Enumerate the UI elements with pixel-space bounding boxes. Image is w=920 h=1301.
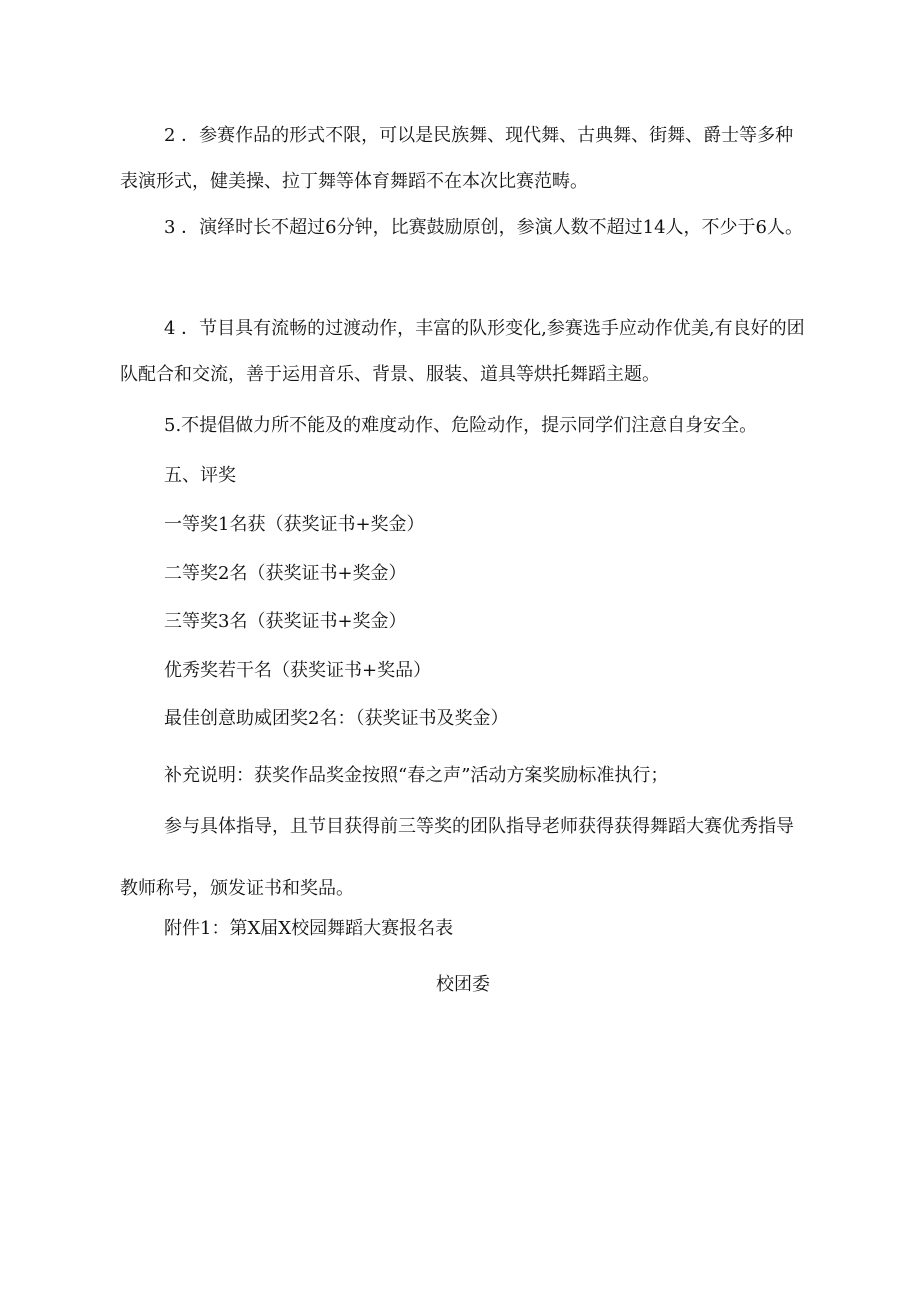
awards-heading: 五、评奖 — [164, 465, 236, 486]
signature-issuer: 校团委 — [436, 974, 490, 995]
award-second: 二等奖2名（获奖证书+奖金） — [164, 563, 407, 584]
award-first: 一等奖1名获（获奖证书+奖金） — [164, 514, 425, 535]
supplement-note: 补充说明：获奖作品奖金按照“春之声”活动方案奖励标准执行； — [164, 765, 669, 786]
award-creative: 最佳创意助威团奖2名：（获奖证书及奖金） — [164, 708, 509, 729]
rule-item-2: 2 ．参赛作品的形式不限，可以是民族舞、现代舞、古典舞、街舞、爵士等多种表演形式，健美操、拉丁舞等体育舞蹈不在本次比赛范畴。 — [120, 125, 794, 192]
rule-item-4: 4 ．节目具有流畅的过渡动作，丰富的队形变化,参赛选手应动作优美,有良好的团队配合和交流，善于运用音乐、背景、服装、道具等烘托舞蹈主题。 — [120, 318, 805, 385]
attachment-note: 附件1：第X届X校园舞蹈大赛报名表 — [164, 918, 454, 939]
rule-item-3: 3 ．演绎时长不超过6分钟，比赛鼓励原创，参演人数不超过14人，不少于6人。 — [164, 217, 803, 238]
award-third: 三等奖3名（获奖证书+奖金） — [164, 611, 407, 632]
rule-item-5: 5.不提倡做力所不能及的难度动作、危险动作，提示同学们注意自身安全。 — [164, 415, 758, 436]
guidance-note: 参与具体指导，且节目获得前三等奖的团队指导老师获得获得舞蹈大赛优秀指导教师称号，颁发证书和奖品。 — [120, 816, 794, 899]
award-excellence: 优秀奖若干名（获奖证书+奖品） — [164, 660, 432, 681]
